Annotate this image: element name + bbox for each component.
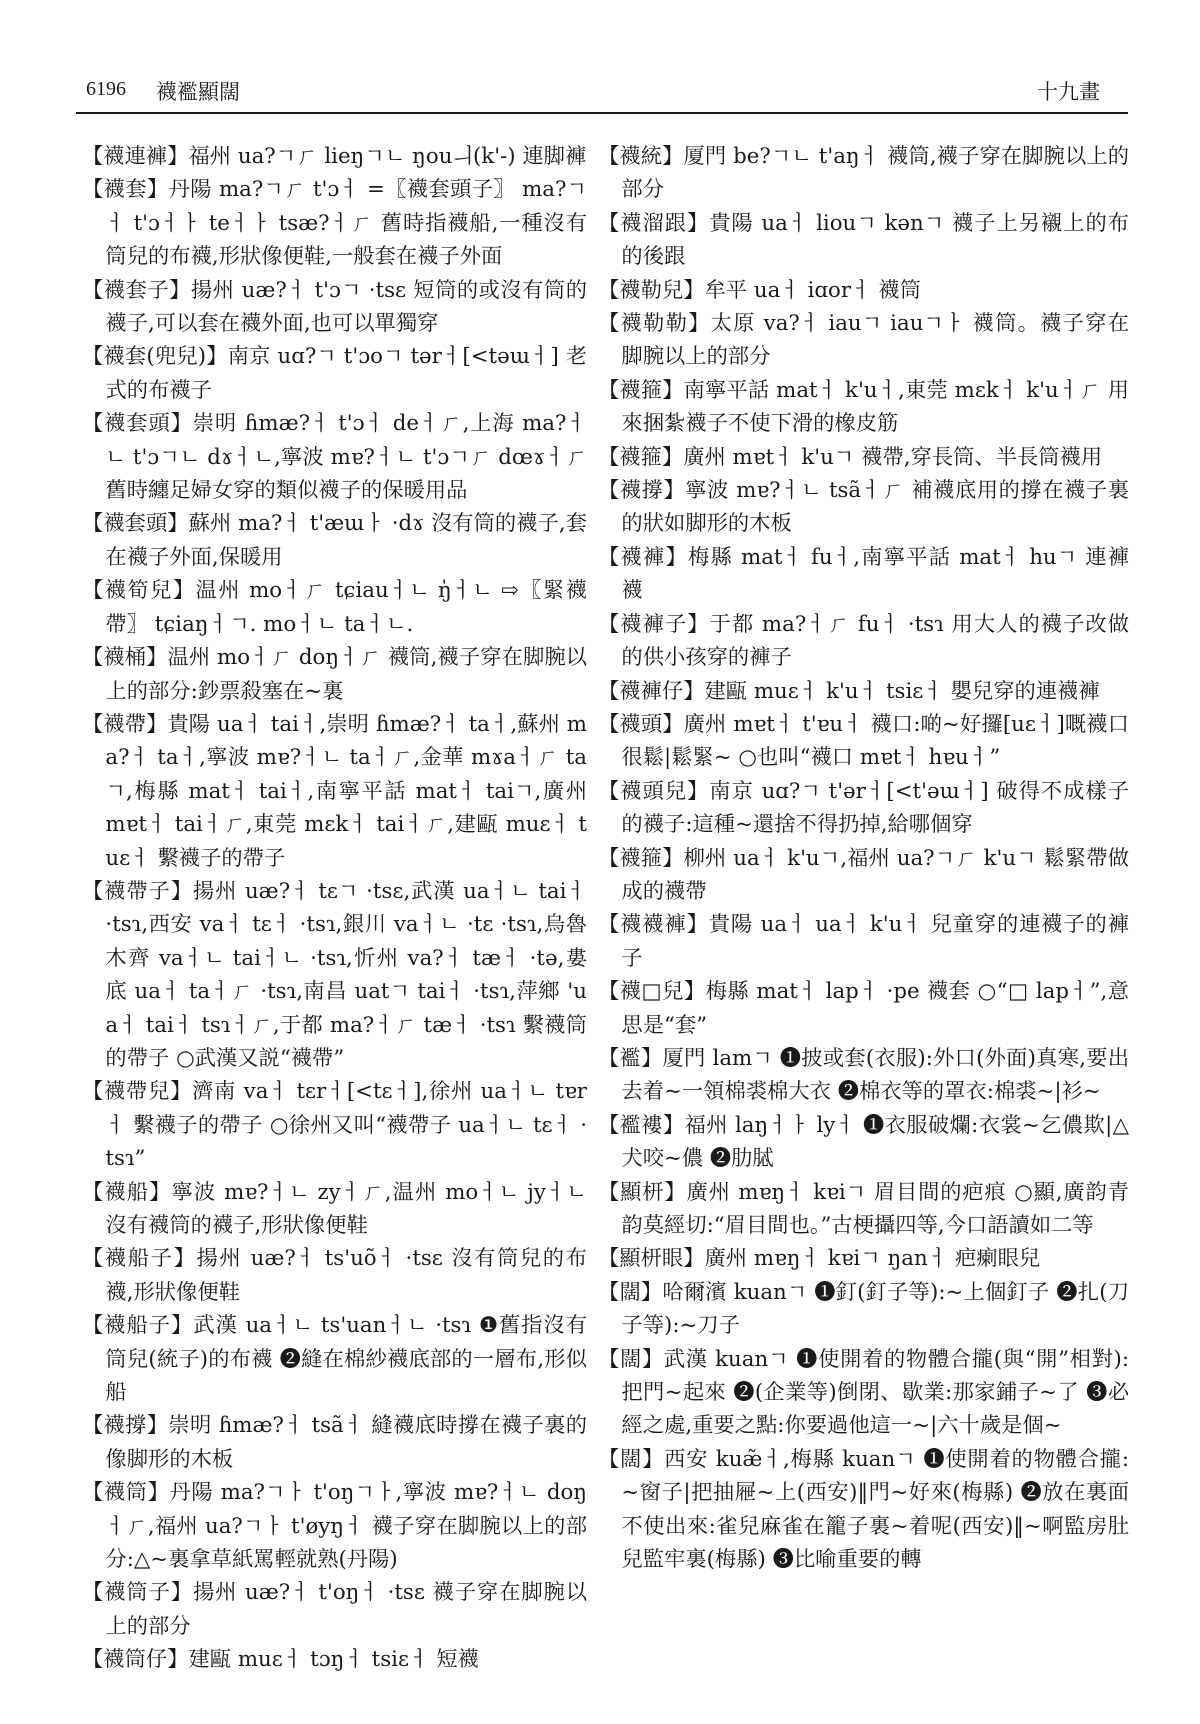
dictionary-entry: 【襪船】寧波 mɐ?ㅓㄴ zyㅓㄏ,温州 moㅓㄴ jyㅓㄴ 沒有襪筒的襪子,形狀像便鞋: [82, 1179, 587, 1238]
dictionary-entry: 【襪帶兒】濟南 vaㅓ tɛrㅓ[<tɛㅓ],徐州 uaㅓㄴ tɐrㅓ 繫襪子的帶子 ○徐州又叫“襪帶子 uaㅓㄴ tɛㅓ ·tsɿ”: [82, 1079, 587, 1172]
dictionary-entry: 【襪筍兒】温州 moㅓㄏ tɕiauㅓㄴ ŋ̍ㅓㄴ ⇨〖緊襪帶〗 tɕiaŋㅓㄱ. moㅓㄴ taㅓㄴ.: [82, 578, 587, 637]
dictionary-entry: 【顯枅眼】廣州 mɐŋㅓ kɐiㄱ ŋanㅓ 疤瘌眼兒: [598, 1246, 1041, 1272]
dictionary-entry: 【襪連褲】福州 ua?ㄱㄏ lieŋㄱㄴ ŋouㅢ(k'-) 連脚褲: [82, 144, 587, 169]
dictionary-entry: 【襪套頭】崇明 ɦmæ?ㅓ t'ɔㅓ deㅓㄏ,上海 ma?ㅓㄴ t'ɔㄱㄴ dɤㅓㄴ,寧波 mɐ?ㅓㄴ t'ɔㄱㄏ dœɤㅓㄏ 舊時纏足婦女穿的類似襪子的保暖用品: [82, 411, 587, 504]
dictionary-entry: 【襤褸】福州 laŋㅓㅏ lyㅓ ❶衣服破爛:衣裳~乞儂欺|△犬咬~儂 ❷肋脦: [598, 1112, 1129, 1172]
header-rule: [76, 112, 1128, 114]
dictionary-entry: 【襪統】厦門 be?ㄱㄴ t'aŋㅓ 襪筒,襪子穿在脚腕以上的部分: [598, 144, 1129, 203]
dictionary-entry: 【襪箍】廣州 mɐtㅓ k'uㄱ 襪帶,穿長筒、半長筒襪用: [598, 444, 1103, 470]
right-column: [598, 140, 1129, 1576]
section-title: 襪襤顯闊: [156, 80, 240, 104]
dictionary-entry: 【襪頭兒】南京 uɑ?ㄱ t'ərㅓ[<t'əɯㅓ] 破得不成樣子的襪子:這種~還捨不得扔掉,給哪個穿: [598, 778, 1129, 838]
dictionary-entry: 【襪撐】崇明 ɦmæ?ㅓ tsãㅓ 縫襪底時撐在襪子裏的像脚形的木板: [82, 1413, 587, 1472]
dictionary-entry: 【襤】厦門 lamㄱ ❶披或套(衣服):外口(外面)真寒,要出去着~一領棉裘棉大衣 ❷棉衣等的罩衣:棉裘~|衫~: [598, 1045, 1129, 1105]
left-column: [82, 140, 587, 1677]
dictionary-entry: 【襪溜跟】貴陽 uaㅓ liouㄱ kənㄱ 襪子上另襯上的布的後跟: [598, 210, 1129, 270]
dictionary-entry: 【襪頭】廣州 mɐtㅓ t'ɐuㅓ 襪口:啲~好攞[uɛㅓ]嘅襪口很鬆|鬆緊~ ○也叫“襪口 mɐtㅓ hɐuㅓ”: [598, 711, 1129, 771]
dictionary-entry: 【襪套頭】蘇州 ma?ㅓ t'æɯㅏ ·dɤ 沒有筒的襪子,套在襪子外面,保暖用: [82, 511, 587, 570]
dictionary-entry: 【闊】西安 kuæ̃ㅓ,梅縣 kuanㄱ ❶使開着的物體合攏:~窗子|把抽屜~上(西安)‖門~好來(梅縣) ❷放在裏面不使出來:雀兒麻雀在籠子裏~着呢(西安)‖~啊監房肚兒監牢裏(梅縣) ❸比喻重要的轉: [598, 1446, 1129, 1573]
dictionary-entry: 【顯枅】廣州 mɐŋㅓ kɐiㄱ 眉目間的疤痕 ○顯,廣韵青韵莫經切:“眉目間也。”古梗攝四等,今口語讀如二等: [598, 1179, 1129, 1238]
dictionary-entry: 【襪帶】貴陽 uaㅓ taiㅓ,崇明 ɦmæ?ㅓ taㅓ,蘇州 ma?ㅓ taㅓ,寧波 mɐ?ㅓㄴ taㅓㄏ,金華 mɤaㅓㄏ taㄱ,梅縣 matㅓ taiㅓ,南寧平話 matㅓ taiㄱ,廣州 mɐtㅓ taiㅓㄏ,東莞 mɛkㅓ taiㅓㄏ,建甌 muɛㅓ tuɛㅓ 繫襪子的帶子: [82, 711, 587, 871]
dictionary-entry: 【襪筒仔】建甌 muɛㅓ tɔŋㅓ tsiɛㅓ 短襪: [82, 1647, 479, 1673]
dictionary-entry: 【襪套】丹陽 ma?ㄱㄏ t'ɔㅓ =〖襪套頭子〗 ma?ㄱㅓ t'ɔㅓㅏ teㅓㅏ tsæ?ㅓㄏ 舊時指襪船,一種沒有筒兒的布襪,形狀像便鞋,一般套在襪子外面: [82, 177, 587, 270]
dictionary-entry: 【襪褲仔】建甌 muɛㅓ k'uㅓ tsiɛㅓ 嬰兒穿的連襪褲: [598, 678, 1100, 704]
page-header: [86, 78, 1126, 114]
dictionary-entry: 【襪桶】温州 moㅓㄏ doŋㅓㄏ 襪筒,襪子穿在脚腕以上的部分:鈔票殺塞在~裏: [82, 645, 587, 704]
dictionary-entry: 【襪筒】丹陽 ma?ㄱㅏ t'oŋㄱㅏ,寧波 mɐ?ㅓㄴ doŋㅓㄏ,福州 ua?ㄱㅏ t'øyŋㅓ 襪子穿在脚腕以上的部分:△~裏拿草紙罵輕就熟(丹陽): [82, 1480, 587, 1573]
page-number: 6196: [86, 78, 126, 100]
dictionary-entry: 【襪褲】梅縣 matㅓ fuㅓ,南寧平話 matㅓ huㄱ 連褲襪: [598, 544, 1129, 604]
dictionary-entry: 【襪船子】武漢 uaㅓㄴ ts'uanㅓㄴ ·tsɿ ❶舊指沒有筒兒(統子)的布襪 ❷縫在棉紗襪底部的一層布,形似船: [82, 1313, 587, 1406]
dictionary-entry: 【襪船子】揚州 uæ?ㅓ ts'uõㅓ ·tsɛ 沒有筒兒的布襪,形狀像便鞋: [82, 1246, 587, 1305]
dictionary-entry: 【襪□兒】梅縣 matㅓ lapㅓ ·pe 襪套 ○“□ lapㅓ”,意思是“套”: [598, 979, 1129, 1038]
dictionary-entry: 【襪襪褲】貴陽 uaㅓ uaㅓ k'uㅓ 兒童穿的連襪子的褲子: [598, 912, 1129, 971]
dictionary-entry: 【襪帶子】揚州 uæ?ㅓ tɛㄱ ·tsɛ,武漢 uaㅓㄴ taiㅓ ·tsɿ,西安 vaㅓ tɛㅓ ·tsɿ,銀川 vaㅓㄴ ·tɛ ·tsɿ,烏魯木齊 vaㅓㄴ taiㅓㄴ ·tsɿ,忻州 va?ㅓ tæㅓ ·tə,婁底 uaㅓ taㅓㄏ ·tsɿ,南昌 uatㄱ taiㅓ ·tsɿ,萍鄉 'uaㅓ taiㅓ tsɿㅓㄏ,于都 ma?ㅓㄏ tæㅓ ·tsɿ 繫襪筒的帶子 ○武漢又説“襪帶”: [82, 878, 587, 1071]
dictionary-entry: 【闊】哈爾濱 kuanㄱ ❶釘(釘子等):~上個釘子 ❷扎(刀子等):~刀子: [598, 1279, 1129, 1339]
dictionary-entry: 【襪褲子】于都 ma?ㅓㄏ fuㅓ ·tsɿ 用大人的襪子改做的供小孩穿的褲子: [598, 611, 1129, 671]
dictionary-entry: 【襪筒子】揚州 uæ?ㅓ t'oŋㅓ ·tsɛ 襪子穿在脚腕以上的部分: [82, 1580, 587, 1639]
dictionary-entry: 【闊】武漢 kuanㄱ ❶使開着的物體合攏(與“開”相對):把門~起來 ❷(企業等)倒閉、歇業:那家鋪子~了 ❸必經之處,重要之點:你要過他這一~|六十歲是個~: [598, 1346, 1129, 1439]
dictionary-entry: 【襪套(兜兒)】南京 uɑ?ㄱ t'ɔoㄱ tərㅓ[<təɯㅓ] 老式的布襪子: [82, 344, 587, 403]
dictionary-entry: 【襪箍】南寧平話 matㅓ k'uㅓ,東莞 mɛkㅓ k'uㅓㄏ 用來捆紮襪子不使下滑的橡皮筋: [598, 377, 1129, 437]
stroke-count-label: 十九畫: [1037, 80, 1100, 104]
dictionary-entry: 【襪勒兒】牟平 uaㅓ iɑorㅓ 襪筒: [598, 277, 921, 303]
dictionary-entry: 【襪勒勒】太原 va?ㅓ iauㄱ iauㄱㅏ 襪筒。襪子穿在脚腕以上的部分: [598, 311, 1129, 370]
dictionary-entry: 【襪撐】寧波 mɐ?ㅓㄴ tsãㅓㄏ 補襪底用的撐在襪子裏的狀如脚形的木板: [598, 478, 1129, 537]
dictionary-entry: 【襪套子】揚州 uæ?ㅓ t'ɔㄱ ·tsɛ 短筒的或沒有筒的襪子,可以套在襪外面,也可以單獨穿: [82, 277, 587, 337]
dictionary-entry: 【襪箍】柳州 uaㅓ k'uㄱ,福州 ua?ㄱㄏ k'uㄱ 鬆緊帶做成的襪帶: [598, 845, 1129, 904]
